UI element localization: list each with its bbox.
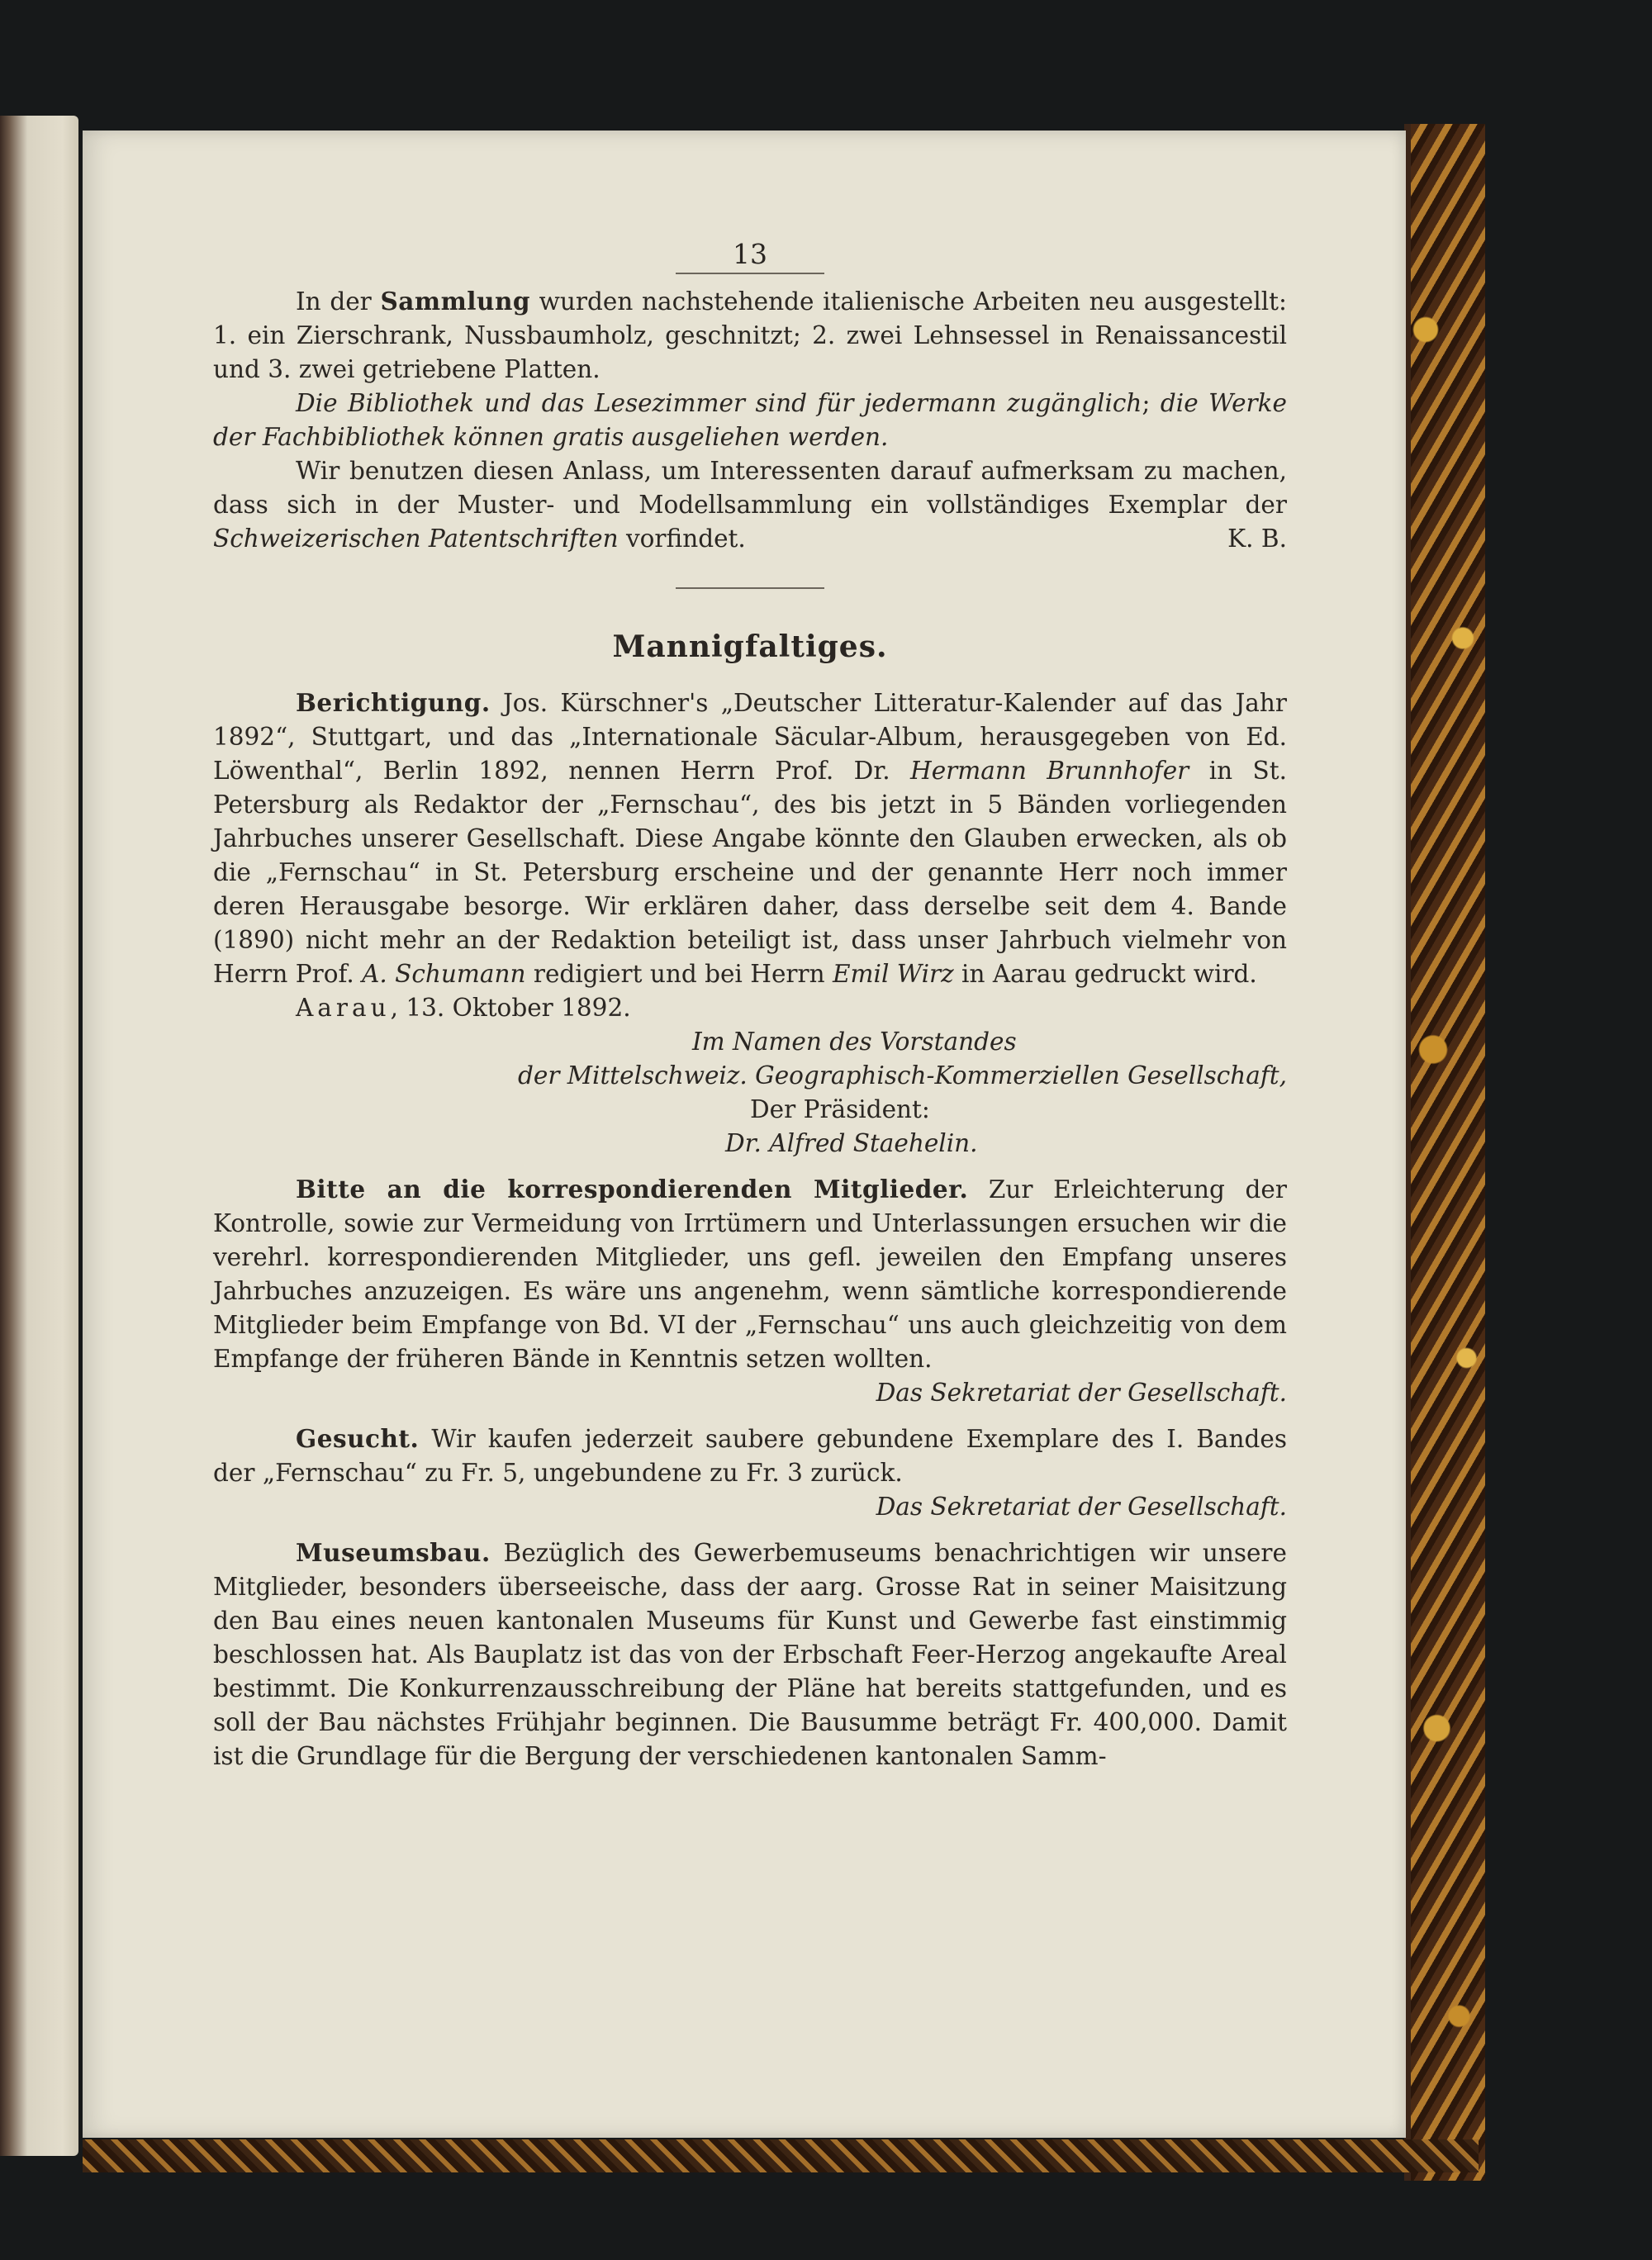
left-page-edge [0,116,78,2156]
gesucht-signature: Das Sekretariat der Gesellschaft. [876,1493,1287,1521]
signature-line-3: Der Präsident: [750,1095,930,1123]
page-number: 13 [733,238,767,270]
sammlung-heading: Sammlung [380,287,531,316]
signature-line-1: Im Namen des Vorstandes [692,1028,1017,1056]
gesucht-paragraph: Gesucht. Wir kaufen jederzeit saubere gebundene Exemplare des I. Bandes der „Fernschau“ zu Fr. 5, ungebundene zu Fr. 3 zurück. [213,1424,1287,1487]
document-page [83,131,1406,2138]
museumsbau-paragraph: Museumsbau. Bezüglich des Gewerbemuseums benachrichtigen wir unsere Mitglieder, besonders überseeische, dass der aarg. Grosse Rat in seiner Maisitzung den Bau eines neuen kantonalen Museums für Kunst und Gewerbe fast einstimmig beschlossen hat. Als Bauplatz ist das von der Erbschaft Feer-Herzog angekaufte Areal bestimmt. Die Konkurrenzausschreibung der Pläne hat bereits stattgefunden, und es soll der Bau nächstes Frühjahr beginnen. Die Bausumme beträgt Fr. 400,000. Damit ist die Grundlage für die Bergung der verschiedenen kantonalen Samm- [213,1538,1287,1770]
bitte-signature: Das Sekretariat der Gesellschaft. [876,1379,1287,1407]
binding-bottom-edge [83,2139,1479,2172]
signature-line-4: Dr. Alfred Staehelin. [725,1129,978,1157]
berichtigung-paragraph: Berichtigung. Jos. Kürschner's „Deutscher Litteratur-Kalender auf das Jahr 1892“, Stuttgart, und das „Internationale Säcular-Album, herausgegeben von Ed. Löwenthal“, Berlin 1892, nennen Herrn Prof. Dr. Hermann Brunnhofer in St. Petersburg als Redaktor der „Fernschau“, des bis jetzt in 5 Bänden vorliegenden Jahrbuches unserer Gesellschaft. Diese Angabe könnte den Glauben erwecken, als ob die „Fernschau“ in St. Petersburg erscheine und der genannte Herr noch immer deren Herausgabe besorge. Wir erklären daher, dass derselbe seit dem 4. Bande (1890) nicht mehr an der Redaktion beteiligt ist, dass unser Jahrbuch vielmehr von Herrn Prof. A. Schumann redigiert und bei Herrn Emil Wirz in Aarau gedruckt wird. [213,688,1287,988]
bibliothek-paragraph: Die Bibliothek und das Lesezimmer sind für jedermann zugänglich; die Werke der Fachbibliothek können gratis ausgeliehen werden. [213,389,1287,451]
patent-paragraph: Wir benutzen diesen Anlass, um Interessenten darauf aufmerksam zu machen, dass sich in der Muster- und Modellsammlung ein vollständiges Exemplar der Schweizerischen Patentschriften vorfindet. K. B. [213,454,1287,556]
author-initials: K. B. [1227,525,1287,553]
bitte-heading: Bitte an die korrespondierenden Mitglieder. [296,1175,969,1204]
berichtigung-heading: Berichtigung. [296,688,491,717]
marbled-binding [1404,124,1485,2181]
museumsbau-heading: Museumsbau. [296,1538,491,1567]
sammlung-paragraph: In der Sammlung wurden nachstehende italienische Arbeiten neu ausgestellt: 1. ein Zierschrank, Nussbaumholz, geschnitzt; 2. zwei Lehnsessel in Renaissancestil und 3. zwei getriebene Platten. [213,287,1287,383]
dateline: Aarau, 13. Oktober 1892. [296,994,631,1022]
section-divider [676,587,824,589]
page-text [213,238,1287,1773]
signature-line-2: der Mittelschweiz. Geographisch-Kommerziellen Gesellschaft, [517,1061,1287,1090]
bitte-paragraph: Bitte an die korrespondierenden Mitglieder. Zur Erleichterung der Kontrolle, sowie zur Vermeidung von Irrtümern und Unterlassungen ersuchen wir die verehrl. korrespondierenden Mitglieder, uns gefl. jeweilen den Empfang unseres Jahrbuches anzuzeigen. Es wäre uns angenehm, wenn sämtliche korrespondierende Mitglieder beim Empfange von Bd. VI der „Fernschau“ uns auch gleichzeitig von dem Empfange der früheren Bände in Kenntnis setzen wollten. [213,1175,1287,1373]
gesucht-heading: Gesucht. [296,1424,420,1453]
page-number-rule [676,273,824,274]
section-title: Mannigfaltiges. [612,629,888,664]
